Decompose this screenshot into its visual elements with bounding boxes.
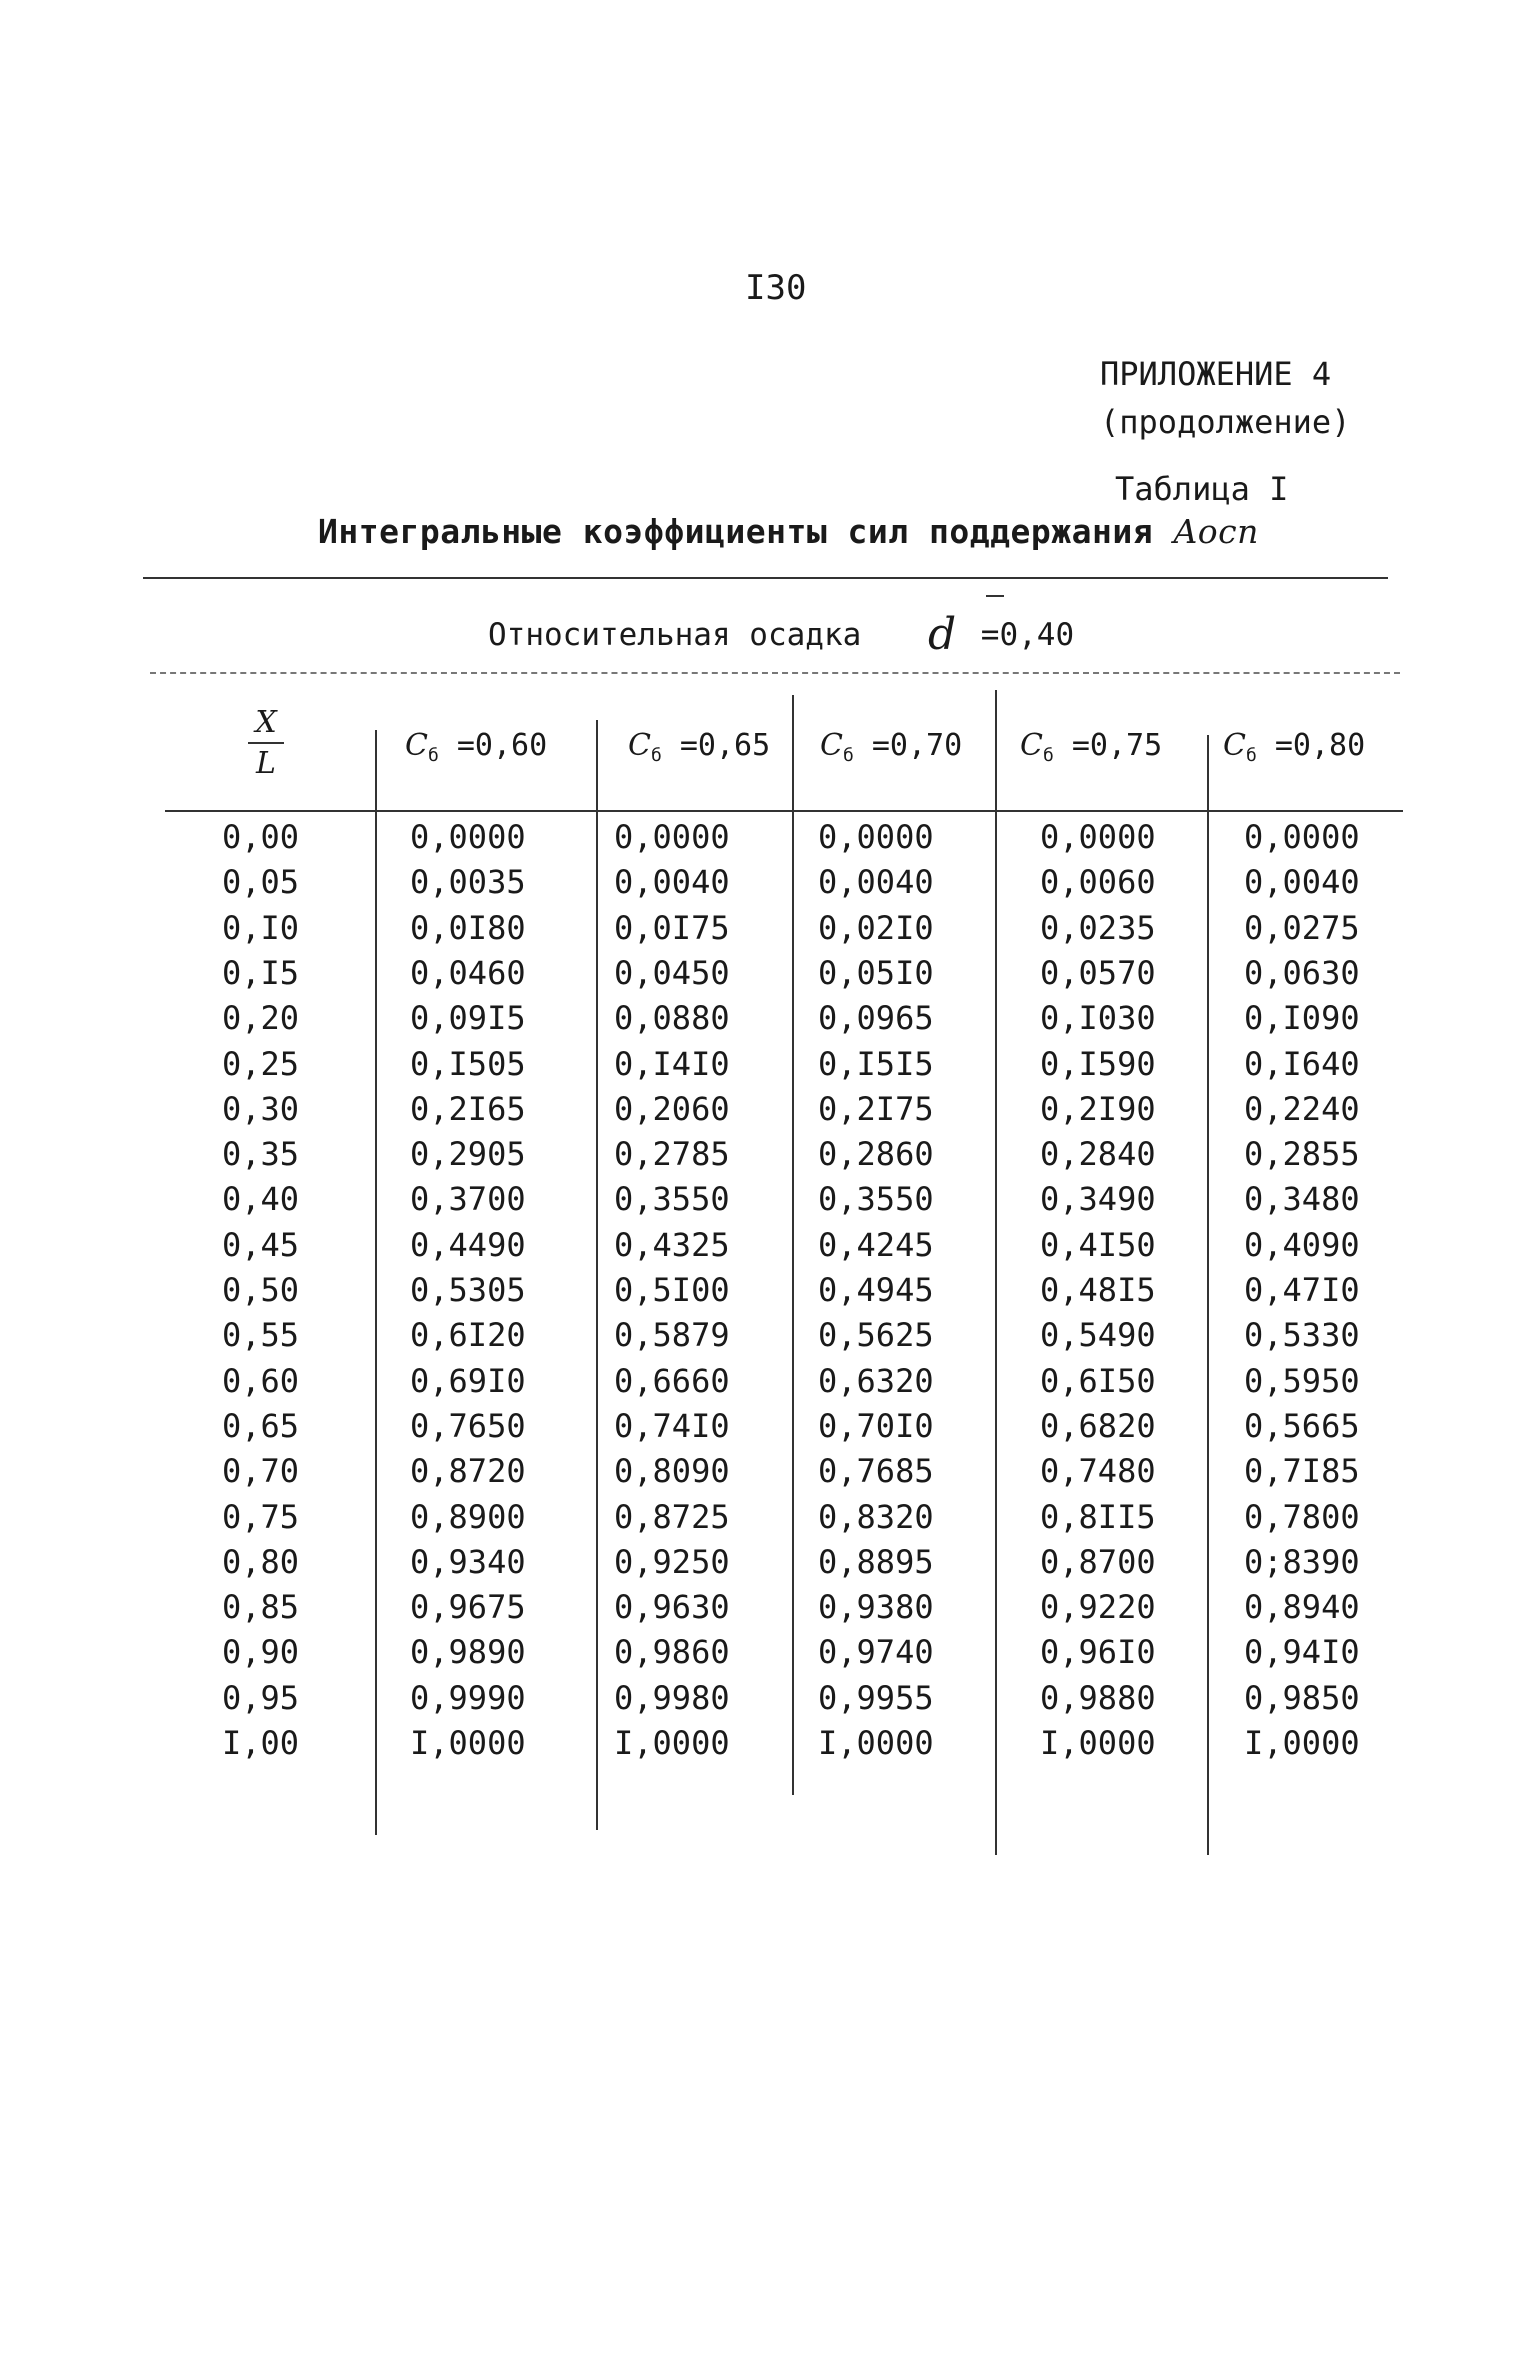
table-cell: 0,8II5 xyxy=(1040,1497,1156,1536)
table-cell: 0;8390 xyxy=(1244,1542,1360,1581)
overline-mark xyxy=(986,595,1004,597)
row-x-value: 0,80 xyxy=(222,1542,300,1581)
fraction-denominator: L xyxy=(256,746,276,781)
table-cell: 0,2I90 xyxy=(1040,1089,1156,1128)
table-cell: 0,2860 xyxy=(818,1135,934,1174)
settlement-rule xyxy=(150,672,1400,674)
table-cell: 0,I090 xyxy=(1244,999,1360,1038)
table-cell: 0,4090 xyxy=(1244,1225,1360,1264)
column-header-c-070: $C_б =0,70$ xyxy=(820,728,963,766)
table-cell: 0,9890 xyxy=(410,1633,526,1672)
table-cell: 0,9980 xyxy=(614,1678,730,1717)
row-x-value: 0,45 xyxy=(222,1225,300,1264)
row-x-value: 0,40 xyxy=(222,1180,300,1219)
table-cell: 0,5950 xyxy=(1244,1361,1360,1400)
table-cell: 0,3550 xyxy=(614,1180,730,1219)
header-rule xyxy=(165,810,1403,812)
table-cell: 0,9990 xyxy=(410,1678,526,1717)
table-cell: 0,6660 xyxy=(614,1361,730,1400)
table-cell: 0,8320 xyxy=(818,1497,934,1536)
table-title xyxy=(318,512,1259,551)
table-cell: 0,0000 xyxy=(410,818,526,856)
page-number: I30 xyxy=(745,268,807,308)
row-x-value: 0,85 xyxy=(222,1588,300,1627)
settlement-label: Относительная осадка xyxy=(488,617,862,653)
table-cell: 0,0I75 xyxy=(614,908,730,947)
table-cell: 0,6I50 xyxy=(1040,1361,1156,1400)
table-cell: 0,0040 xyxy=(1244,863,1360,902)
table-cell: 0,9340 xyxy=(410,1542,526,1581)
table-cell: 0,0235 xyxy=(1040,908,1156,947)
table-cell: 0,5305 xyxy=(410,1271,526,1309)
table-cell: 0,9250 xyxy=(614,1542,730,1581)
settlement-value: =0,40 xyxy=(980,617,1075,653)
table-cell: 0,0060 xyxy=(1040,863,1156,902)
table-top-rule xyxy=(143,577,1388,579)
table-cell: 0,3480 xyxy=(1244,1180,1360,1219)
column-divider-4 xyxy=(995,690,997,1855)
table-cell: 0,8895 xyxy=(818,1542,934,1581)
table-cell: 0,5625 xyxy=(818,1316,934,1355)
settlement-symbol: d xyxy=(928,609,956,660)
table-cell: 0,9380 xyxy=(818,1588,934,1627)
row-x-value: 0,35 xyxy=(222,1135,300,1174)
table-cell: 0,7800 xyxy=(1244,1497,1360,1536)
table-cell: 0,0000 xyxy=(1040,818,1156,856)
row-x-value: 0,95 xyxy=(222,1678,300,1717)
row-x-value: 0,I0 xyxy=(222,908,300,947)
settlement-header xyxy=(488,605,1075,660)
table-cell: 0,69I0 xyxy=(410,1361,526,1400)
table-cell: 0,4325 xyxy=(614,1225,730,1264)
table-cell: 0,0000 xyxy=(818,818,934,856)
table-cell: 0,5665 xyxy=(1244,1406,1360,1445)
table-cell: 0,0040 xyxy=(818,863,934,902)
column-header-c-065: $C_б =0,65$ xyxy=(628,728,771,766)
table-cell: 0,9850 xyxy=(1244,1678,1360,1717)
table-cell: 0,74I0 xyxy=(614,1406,730,1445)
table-cell: 0,5879 xyxy=(614,1316,730,1355)
table-cell: 0,0880 xyxy=(614,999,730,1038)
fraction-bar xyxy=(248,742,284,744)
table-cell: 0,2855 xyxy=(1244,1135,1360,1174)
table-cell: 0,2060 xyxy=(614,1089,730,1128)
table-title-symbol: Aосп xyxy=(1173,512,1259,551)
table-cell: 0,9630 xyxy=(614,1588,730,1627)
table-cell: 0,6I20 xyxy=(410,1316,526,1355)
table-cell: 0,8940 xyxy=(1244,1588,1360,1627)
row-x-value: 0,70 xyxy=(222,1452,300,1491)
table-cell: 0,0275 xyxy=(1244,908,1360,947)
table-cell: 0,0450 xyxy=(614,953,730,992)
table-cell: 0,0000 xyxy=(1244,818,1360,856)
table-cell: 0,94I0 xyxy=(1244,1633,1360,1672)
table-cell: 0,9675 xyxy=(410,1588,526,1627)
column-divider-1 xyxy=(375,730,377,1835)
table-cell: 0,70I0 xyxy=(818,1406,934,1445)
table-cell: I,0000 xyxy=(614,1724,730,1762)
table-cell: 0,6320 xyxy=(818,1361,934,1400)
row-x-value: 0,50 xyxy=(222,1271,300,1309)
x-over-l-header xyxy=(248,705,284,781)
table-cell: 0,8700 xyxy=(1040,1542,1156,1581)
table-cell: I,0000 xyxy=(1244,1724,1360,1762)
row-x-value: 0,05 xyxy=(222,863,300,902)
row-x-value: 0,20 xyxy=(222,999,300,1038)
table-cell: 0,02I0 xyxy=(818,908,934,947)
table-cell: 0,96I0 xyxy=(1040,1633,1156,1672)
table-cell: 0,I640 xyxy=(1244,1044,1360,1083)
table-cell: 0,0I80 xyxy=(410,908,526,947)
column-divider-3 xyxy=(792,695,794,1795)
table-cell: 0,9740 xyxy=(818,1633,934,1672)
table-cell: 0,4I50 xyxy=(1040,1225,1156,1264)
table-cell: 0,4490 xyxy=(410,1225,526,1264)
table-cell: 0,0630 xyxy=(1244,953,1360,992)
table-cell: 0,4945 xyxy=(818,1271,934,1309)
table-cell: 0,I030 xyxy=(1040,999,1156,1038)
table-cell: 0,I505 xyxy=(410,1044,526,1083)
table-cell: 0,7650 xyxy=(410,1406,526,1445)
row-x-value: 0,I5 xyxy=(222,953,300,992)
table-cell: 0,8090 xyxy=(614,1452,730,1491)
table-cell: 0,0035 xyxy=(410,863,526,902)
table-cell: 0,3700 xyxy=(410,1180,526,1219)
table-cell: I,0000 xyxy=(410,1724,526,1762)
table-cell: 0,0040 xyxy=(614,863,730,902)
table-cell: 0,5330 xyxy=(1244,1316,1360,1355)
table-cell: 0,3490 xyxy=(1040,1180,1156,1219)
table-cell: 0,0570 xyxy=(1040,953,1156,992)
table-cell: 0,I5I5 xyxy=(818,1044,934,1083)
table-cell: 0,47I0 xyxy=(1244,1271,1360,1309)
row-x-value: 0,30 xyxy=(222,1089,300,1128)
table-cell: I,0000 xyxy=(818,1724,934,1762)
table-cell: 0,2785 xyxy=(614,1135,730,1174)
table-cell: 0,48I5 xyxy=(1040,1271,1156,1309)
table-cell: 0,7I85 xyxy=(1244,1452,1360,1491)
row-x-value: 0,25 xyxy=(222,1044,300,1083)
column-header-c-080: $C_б =0,80$ xyxy=(1223,728,1366,766)
table-cell: 0,9860 xyxy=(614,1633,730,1672)
row-x-value: 0,60 xyxy=(222,1361,300,1400)
table-cell: 0,2I75 xyxy=(818,1089,934,1128)
appendix-continuation: (продолжение) xyxy=(1100,403,1351,441)
table-cell: 0,7480 xyxy=(1040,1452,1156,1491)
row-x-value: 0,90 xyxy=(222,1633,300,1672)
table-cell: 0,9880 xyxy=(1040,1678,1156,1717)
table-cell: 0,8725 xyxy=(614,1497,730,1536)
appendix-title: ПРИЛОЖЕНИЕ 4 xyxy=(1100,355,1332,393)
column-header-c-075: $C_б =0,75$ xyxy=(1020,728,1163,766)
table-cell: 0,8900 xyxy=(410,1497,526,1536)
table-label: Таблица I xyxy=(1115,470,1289,508)
table-cell: 0,5490 xyxy=(1040,1316,1156,1355)
table-cell: 0,7685 xyxy=(818,1452,934,1491)
table-cell: 0,05I0 xyxy=(818,953,934,992)
table-cell: 0,2I65 xyxy=(410,1089,526,1128)
table-cell: 0,0965 xyxy=(818,999,934,1038)
table-cell: 0,9220 xyxy=(1040,1588,1156,1627)
table-cell: 0,8720 xyxy=(410,1452,526,1491)
table-cell: 0,3550 xyxy=(818,1180,934,1219)
table-cell: 0,2240 xyxy=(1244,1089,1360,1128)
column-divider-5 xyxy=(1207,735,1209,1855)
row-x-value: 0,00 xyxy=(222,818,300,856)
appendix-heading xyxy=(1100,350,1350,446)
table-cell: 0,09I5 xyxy=(410,999,526,1038)
table-cell: 0,2905 xyxy=(410,1135,526,1174)
table-cell: 0,I4I0 xyxy=(614,1044,730,1083)
table-cell: 0,2840 xyxy=(1040,1135,1156,1174)
table-cell: 0,4245 xyxy=(818,1225,934,1264)
table-title-text: Интегральные коэффициенты сил поддержания xyxy=(318,512,1154,551)
column-header-c-060: $C_б =0,60$ xyxy=(405,728,548,766)
table-cell: I,0000 xyxy=(1040,1724,1156,1762)
row-x-value: 0,65 xyxy=(222,1406,300,1445)
table-cell: 0,6820 xyxy=(1040,1406,1156,1445)
column-divider-2 xyxy=(596,720,598,1830)
row-x-value: 0,75 xyxy=(222,1497,300,1536)
table-cell: 0,0000 xyxy=(614,818,730,856)
table-cell: 0,9955 xyxy=(818,1678,934,1717)
table-cell: 0,5I00 xyxy=(614,1271,730,1309)
row-x-value: 0,55 xyxy=(222,1316,300,1355)
row-x-value: I,00 xyxy=(222,1724,300,1762)
table-cell: 0,I590 xyxy=(1040,1044,1156,1083)
table-cell: 0,0460 xyxy=(410,953,526,992)
fraction-numerator: X xyxy=(255,705,277,740)
